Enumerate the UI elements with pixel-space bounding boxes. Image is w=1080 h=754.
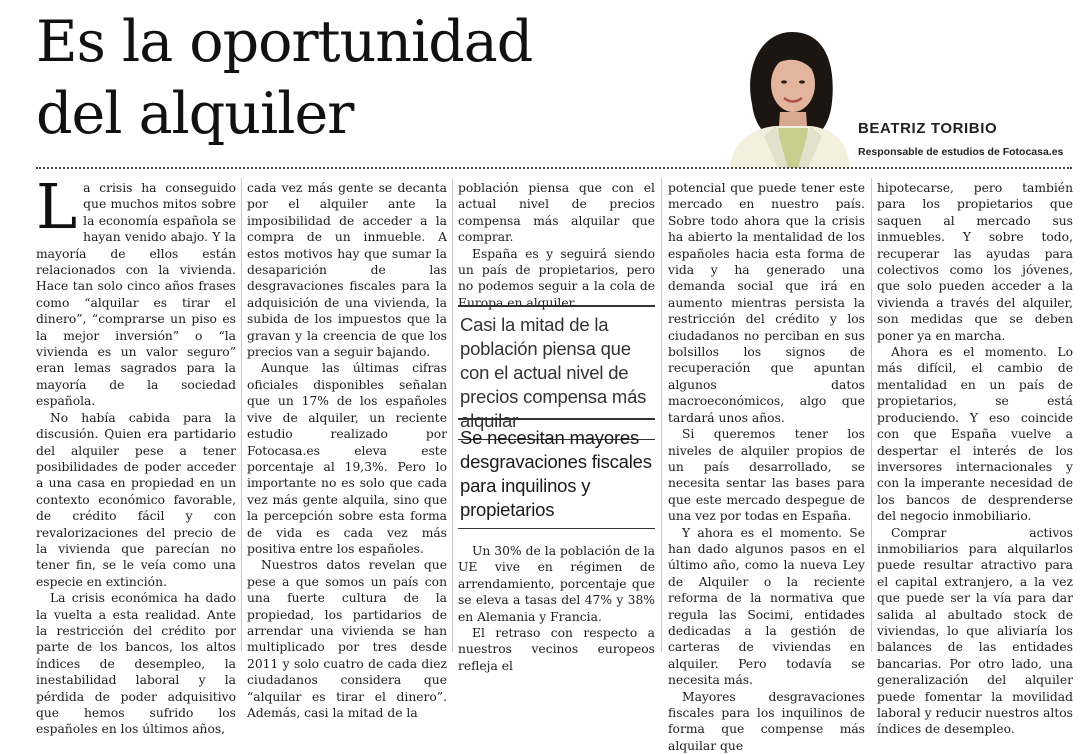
author-role: Responsable de estudios de Fotocasa.es — [858, 146, 1064, 158]
paragraph: hipotecarse, pero también para los propietarios que saquen al mercado sus inmuebles. Y sobre todo, recuperar las ayudas para colectivos como los jóvenes, que solo pueden acceder a la vivienda a través del alquiler, son medidas que se deben poner ya en marcha. — [877, 181, 1073, 343]
headline-line-2: del alquiler — [36, 81, 354, 147]
pull-quote-text: Se necesitan mayores desgravaciones fiscales para inquilinos y propietarios — [460, 427, 652, 520]
pull-quote-text: Casi la mitad de la población piensa que con el actual nivel de precios compensa más alquilar — [460, 314, 647, 431]
pull-quote-rule — [458, 528, 655, 529]
header-divider — [36, 167, 1072, 169]
pull-quote — [458, 418, 655, 529]
paragraph: Ahora es el momento. Lo más difícil, el cambio de mentalidad en un país de propietarios, se está produciendo. Y eso coincide con que España vuelve a despertar el interés de los inversores internacionales y con la imperante necesidad de los bancos de desprenderse del negocio inmobiliario. — [877, 345, 1073, 524]
article-column-5 — [877, 180, 1073, 737]
paragraph: Mayores desgravaciones fiscales para los inquilinos de forma que compense más alquilar que — [668, 689, 865, 753]
paragraph: cada vez más gente se decanta por el alquiler ante la imposibilidad de acceder a la compra de un inmueble. A estos motivos hay que sumar la desaparición de las desgravaciones fiscales para la adquisición de una vivienda, la subida de los impuestos que la gravan y la creencia de que los precios van a seguir bajando. — [247, 181, 447, 360]
drop-cap: L — [36, 170, 78, 243]
paragraph: Comprar activos inmobiliarios para alquilarlos puede resultar atractivo para el capital extranjero, a la vez que puede ser la vía para dar salida al abultado stock de viviendas, lo que aliviaría los balances de las entidades bancarias. Por otro lado, una generalización del alquiler puede fomentar la movilidad laboral y reducir nuestros altos índices de desempleo. — [877, 525, 1073, 737]
article-column-1 — [36, 170, 236, 737]
article-column-3-bottom — [458, 543, 655, 673]
paragraph: Un 30% de la población de la UE vive en régimen de arrendamiento, porcentaje que se eleva a tasas del 47% y 38% en Alemania y Francia. — [458, 544, 655, 624]
article-column-2 — [247, 180, 447, 720]
column-rule — [452, 178, 453, 652]
paragraph: potencial que puede tener este mercado en nuestro país. Sobre todo ahora que la crisis ha abierto la mentalidad de los españoles hacia esta forma de vida y ha generado una demanda social que irá en aumento mientras persista la restricción del crédito y los ciudadanos no perciban en sus bolsillos los signos de recuperación que apuntan algunos datos macroeconómicos, algo que tardará unos años. — [668, 181, 865, 425]
author-portrait — [722, 26, 852, 168]
headline — [36, 6, 596, 150]
pull-quote-rule — [458, 418, 655, 420]
column-rule — [241, 178, 242, 652]
paragraph: La crisis económica ha dado la vuelta a esta realidad. Ante la restricción del crédito por parte de los bancos, los altos índices de desempleo, la inestabilidad laboral y la pérdida de poder adquisitivo que hemos sufrido los españoles en los últimos años, — [36, 591, 236, 737]
paragraph: Nuestros datos revelan que pese a que somos un país con una fuerte cultura de la propiedad, los partidarios de arrendar una vivienda se han multiplicado por tres desde 2011 y solo cuatro de cada diez ciudadanos considera que “alquilar es tirar el dinero”. Además, casi la mitad de la — [247, 558, 447, 720]
article-column-3-top — [458, 180, 655, 310]
article-column-4 — [668, 180, 865, 753]
headline-line-1: Es la oportunidad — [36, 9, 533, 75]
paragraph: Si queremos tener los niveles de alquiler propios de un país desarrollado, se necesita sentar las bases para que este mercado despegue de una vez por todas en España. — [668, 427, 865, 524]
column-rule — [661, 178, 662, 652]
paragraph: No había cabida para la discusión. Quien era partidario del alquiler pese a tener posibilidades de poder acceder a una casa en propiedad en un contexto económico favorable, de crédito fácil y con revalorizaciones del precio de la vivienda que parecían no tener fin, se le veía como una especie en extinción. — [36, 410, 236, 589]
paragraph: El retraso con respecto a nuestros vecinos europeos refleja el — [458, 626, 655, 673]
paragraph: Y ahora es el momento. Se han dado algunos pasos en el último año, como la nueva Ley de Alquiler o la reciente reforma de la normativa que regula las Socimi, entidades dedicadas a la gestión de carteras de viviendas en alquiler. Pero todavía se necesita más. — [668, 525, 865, 688]
column-rule — [871, 178, 872, 652]
paragraph: Aunque las últimas cifras oficiales disponibles señalan que un 17% de los españoles vive de alquiler, un reciente estudio realizado por Fotocasa.es eleva este porcentaje al 19,3%. Pero lo importante no es solo que cada vez más gente alquila, sino que la percepción sobre esta forma de vida es cada vez más positiva entre los españoles. — [247, 361, 447, 556]
paragraph: población piensa que con el actual nivel de precios compensa más alquilar que comprar. — [458, 181, 655, 245]
author-name: BEATRIZ TORIBIO — [858, 120, 998, 137]
paragraph-text: a crisis ha conseguido que muchos mitos sobre la economía española se hayan venido abajo. Y la mayoría de ellos están relacionados con la vivienda. Hace tan solo cinco años frases como “alquilar es tirar el dinero”, “comprarse un piso es la mejor inversión” o “la vivienda es un valor seguro” eran lemas sagrados para la mayoría de la sociedad española. — [36, 181, 236, 409]
paragraph: España es y seguirá siendo un país de propietarios, pero no podemos seguir a la cola de Europa en alquiler. — [458, 246, 655, 310]
paragraph — [36, 170, 236, 410]
pull-quote-rule — [458, 305, 655, 307]
